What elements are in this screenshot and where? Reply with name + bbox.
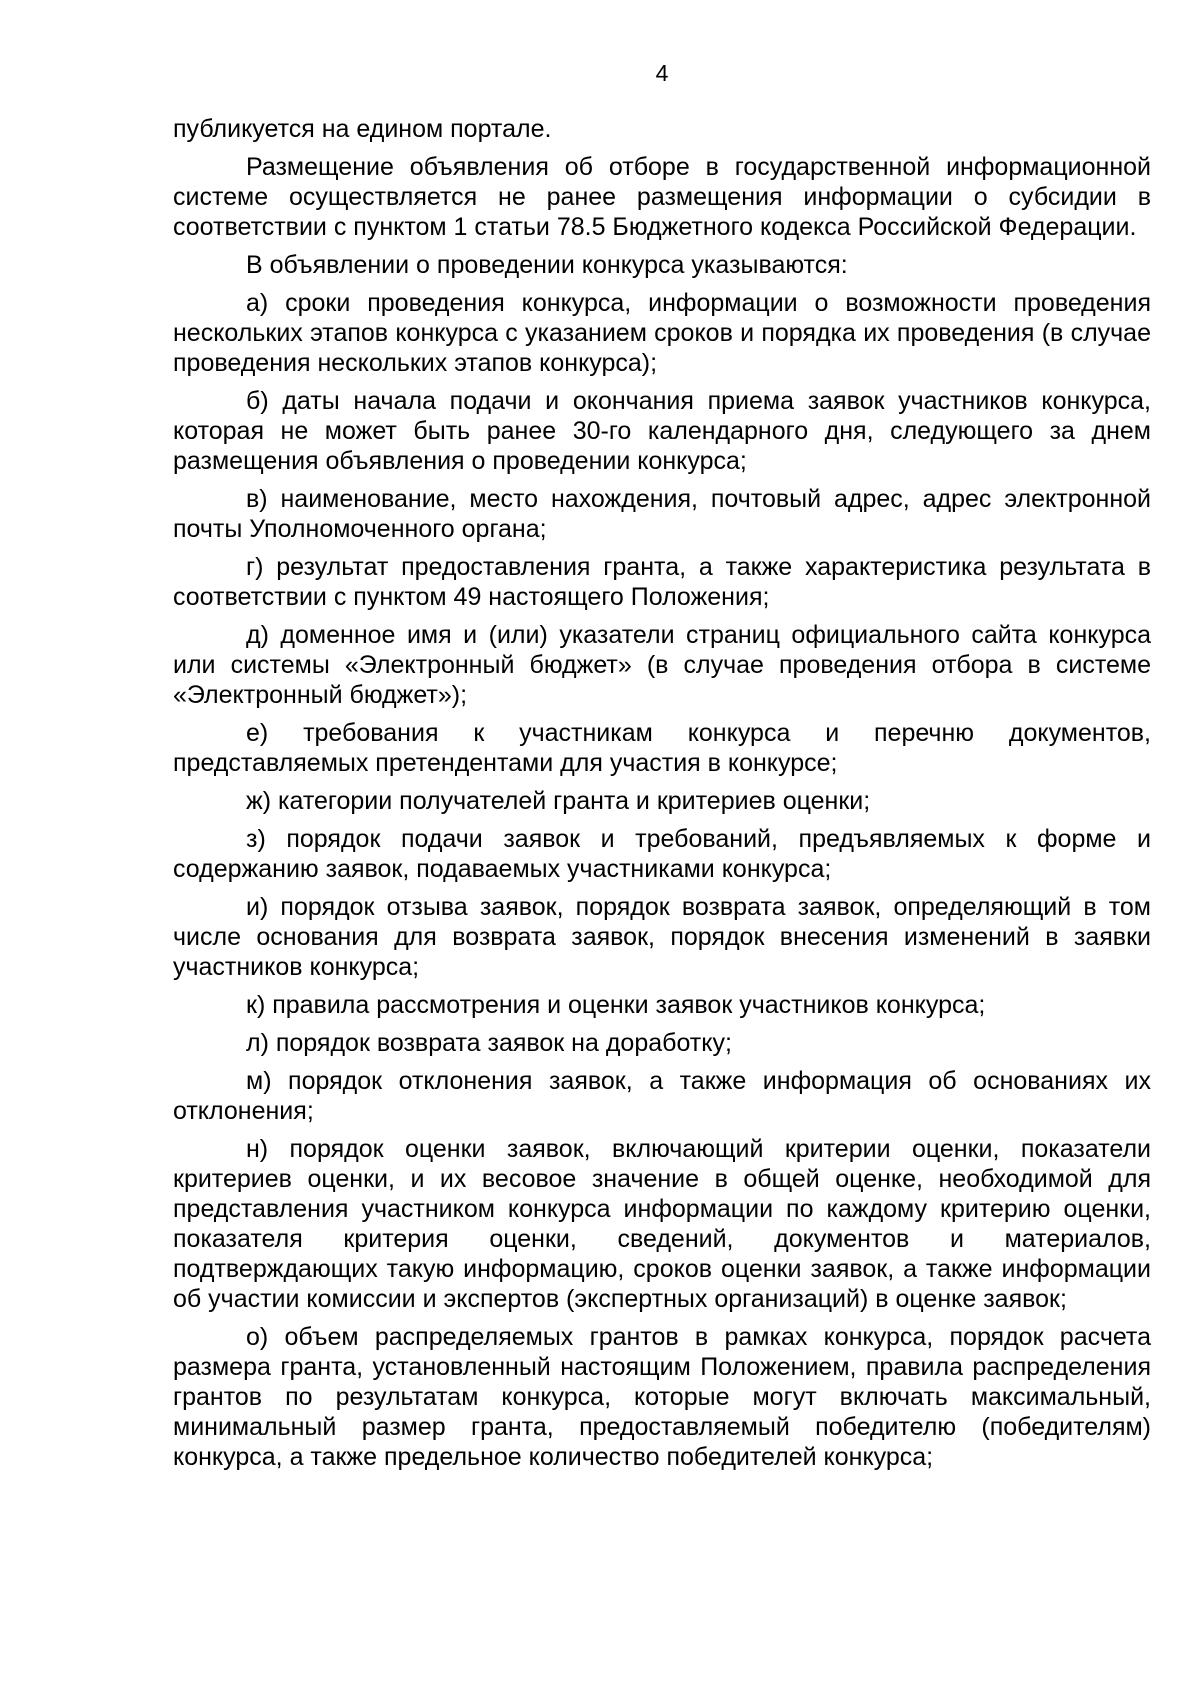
list-item-b: б) даты начала подачи и окончания приема заявок участников конкурса, которая не может быть ранее 30-го календарного дня, следующего за днем размещения объявления о проведении конкурса; bbox=[173, 387, 1151, 475]
list-item-z: з) порядок подачи заявок и требований, предъявляемых к форме и содержанию заявок, подаваемых участниками конкурса; bbox=[173, 825, 1151, 883]
list-item-e: е) требования к участникам конкурса и перечню документов, представляемых претендентами для участия в конкурсе; bbox=[173, 719, 1151, 777]
list-item-k: к) правила рассмотрения и оценки заявок участников конкурса; bbox=[246, 991, 986, 1019]
list-item-zh: ж) категории получателей гранта и критериев оценки; bbox=[246, 787, 871, 815]
document-body bbox=[173, 114, 1151, 1480]
paragraph-placement: Размещение объявления об отборе в государственной информационной системе осуществляется не ранее размещения информации о субсидии в соответствии с пунктом 1 статьи 78.5 Бюджетного кодекса Российской Федерации. bbox=[173, 153, 1151, 241]
page-number: 4 bbox=[655, 60, 669, 86]
paragraph-continuation: публикуется на едином портале. bbox=[173, 115, 552, 143]
list-item-a: а) сроки проведения конкурса, информации о возможности проведения нескольких этапов конкурса с указанием сроков и порядка их проведения (в случае проведения нескольких этапов конкурса); bbox=[173, 289, 1151, 377]
list-item-m: м) порядок отклонения заявок, а также информация об основаниях их отклонения; bbox=[173, 1067, 1151, 1125]
list-item-l: л) порядок возврата заявок на доработку; bbox=[246, 1029, 732, 1057]
list-item-g: г) результат предоставления гранта, а также характеристика результата в соответствии с пунктом 49 настоящего Положения; bbox=[173, 553, 1151, 611]
list-item-o: о) объем распределяемых грантов в рамках конкурса, порядок расчета размера гранта, установленный настоящим Положением, правила распределения грантов по результатам конкурса, которые могут включать максимальный, минимальный размер гранта, предоставляемый победителю (победителям) конкурса, а также предельное количество победителей конкурса; bbox=[173, 1323, 1151, 1471]
paragraph-announcement-intro: В объявлении о проведении конкурса указываются: bbox=[246, 251, 848, 279]
list-item-d: д) доменное имя и (или) указатели страниц официального сайта конкурса или системы «Электронный бюджет» (в случае проведения отбора в системе «Электронный бюджет»); bbox=[173, 621, 1151, 709]
list-item-n: н) порядок оценки заявок, включающий критерии оценки, показатели критериев оценки, и их весовое значение в общей оценке, необходимой для представления участником конкурса информации по каждому критерию оценки, показателя критерия оценки, сведений, документов и материалов, подтверждающих такую информацию, сроков оценки заявок, а также информации об участии комиссии и экспертов (экспертных организаций) в оценке заявок; bbox=[173, 1135, 1151, 1313]
list-item-i: и) порядок отзыва заявок, порядок возврата заявок, определяющий в том числе основания для возврата заявок, порядок внесения изменений в заявки участников конкурса; bbox=[173, 893, 1151, 981]
list-item-v: в) наименование, место нахождения, почтовый адрес, адрес электронной почты Уполномоченного органа; bbox=[173, 485, 1151, 543]
